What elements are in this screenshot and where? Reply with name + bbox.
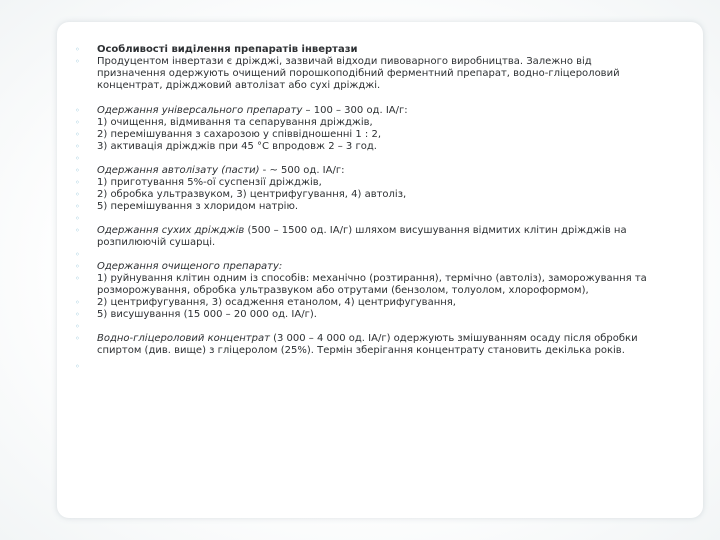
intro-title-row bbox=[62, 44, 662, 56]
purified-step-row bbox=[62, 309, 662, 321]
universal-heading-rest: – 100 – 300 од. ІА/г: bbox=[302, 105, 408, 116]
bullet-icon: ◦ bbox=[75, 142, 80, 151]
empty-row bbox=[62, 361, 662, 373]
autolysate-step: 1) приготування 5%-ої суспензії дріжджів, bbox=[97, 177, 322, 188]
autolysate-step-row bbox=[62, 177, 662, 189]
slide-content bbox=[62, 44, 662, 373]
intro-paragraph-row bbox=[62, 56, 662, 92]
bullet-icon: ◦ bbox=[75, 166, 80, 175]
universal-step-row bbox=[62, 117, 662, 129]
bullet-icon: ◦ bbox=[75, 130, 80, 139]
bullet-icon: ◦ bbox=[75, 226, 80, 235]
bullet-icon: ◦ bbox=[75, 250, 80, 259]
dry-heading-italic: Одержання сухих дріжджів bbox=[97, 225, 245, 236]
autolysate-heading-row bbox=[62, 165, 662, 177]
autolysate-heading bbox=[97, 165, 662, 177]
autolysate-step-row bbox=[62, 201, 662, 213]
dry-heading-row bbox=[62, 225, 662, 249]
intro-group bbox=[62, 44, 662, 92]
glycerol-heading-rest: (3 000 – 4 000 од. ІА/г) одержують змішуванням осаду після обробки спиртом (див. вище) з гліцеролом (25%). Термін зберігання концентрату становить декілька років. bbox=[97, 333, 638, 356]
purified-step: 2) центрифугування, 3) осадження етанолом, 4) центрифугування, bbox=[97, 297, 456, 308]
empty-row bbox=[62, 321, 662, 333]
universal-step: 2) перемішування з сахарозою у співвідношенні 1 : 2, bbox=[97, 129, 381, 140]
bullet-icon: ◦ bbox=[75, 334, 80, 343]
empty-row bbox=[62, 213, 662, 225]
bullet-icon: ◦ bbox=[75, 118, 80, 127]
dry-heading-rest: (500 – 1500 од. ІА/г) шляхом висушування відмитих клітин дріжджів на розпилюючій сушарці. bbox=[97, 225, 627, 248]
purified-step: 5) висушування (15 000 – 20 000 од. ІА/г). bbox=[97, 309, 317, 320]
dry-heading bbox=[97, 225, 662, 249]
autolysate-heading-rest: - ~ 500 од. ІА/г: bbox=[259, 165, 345, 176]
autolysate-step: 5) перемішування з хлоридом натрію. bbox=[97, 201, 299, 212]
bullet-icon: ◦ bbox=[75, 362, 80, 371]
universal-step: 3) активація дріжджів при 45 °С впродовж 2 – 3 год. bbox=[97, 141, 377, 152]
universal-step: 1) очищення, відмивання та сепарування дріжджів, bbox=[97, 117, 373, 128]
bullet-icon: ◦ bbox=[75, 274, 80, 283]
bullet-icon: ◦ bbox=[75, 190, 80, 199]
bullet-icon: ◦ bbox=[75, 322, 80, 331]
bullet-icon: ◦ bbox=[75, 202, 80, 211]
intro-paragraph: Продуцентом інвертази є дріжджі, зазвичай відходи пивоварного виробництва. Залежно від призначення одержують очищений порошкоподібний ферментний препарат, водно-гліцероловий концентрат, дріжджовий автолізат або сухі дріжджі. bbox=[97, 56, 620, 91]
glycerol-heading-italic: Водно-гліцероловий концентрат bbox=[97, 333, 270, 344]
bullet-icon: ◦ bbox=[75, 154, 80, 163]
bullet-icon: ◦ bbox=[75, 310, 80, 319]
purified-step-row bbox=[62, 297, 662, 309]
autolysate-step-row bbox=[62, 189, 662, 201]
purified-heading: Одержання очищеного препарату: bbox=[97, 261, 283, 272]
bullet-icon: ◦ bbox=[75, 106, 80, 115]
bullet-icon: ◦ bbox=[75, 262, 80, 271]
bullet-icon: ◦ bbox=[75, 45, 80, 54]
universal-heading-italic: Одержання універсального препарату bbox=[97, 105, 303, 116]
glycerol-heading-row bbox=[62, 333, 662, 357]
bullet-icon: ◦ bbox=[75, 298, 80, 307]
intro-title: Особливості виділення препаратів інвертази bbox=[97, 44, 358, 55]
universal-step-row bbox=[62, 129, 662, 141]
empty-row bbox=[62, 153, 662, 165]
autolysate-step: 2) обробка ультразвуком, 3) центрифугування, 4) автоліз, bbox=[97, 189, 407, 200]
purified-step-row bbox=[62, 273, 662, 297]
bullet-icon: ◦ bbox=[75, 57, 80, 66]
purified-heading-row bbox=[62, 261, 662, 273]
purified-step: 1) руйнування клітин одним із способів: механічно (розтирання), термічно (автоліз), заморожування та розморожування, обробка ультразвуком або отрутами (бензолом, толуолом, хлороформом), bbox=[97, 273, 647, 296]
bullet-icon: ◦ bbox=[75, 214, 80, 223]
universal-step-row bbox=[62, 141, 662, 153]
universal-heading bbox=[97, 105, 662, 117]
autolysate-heading-italic: Одержання автолізату (пасти) bbox=[97, 165, 260, 176]
bullet-icon: ◦ bbox=[75, 178, 80, 187]
glycerol-heading bbox=[97, 333, 662, 357]
empty-row bbox=[62, 249, 662, 261]
universal-heading-row bbox=[62, 105, 662, 117]
